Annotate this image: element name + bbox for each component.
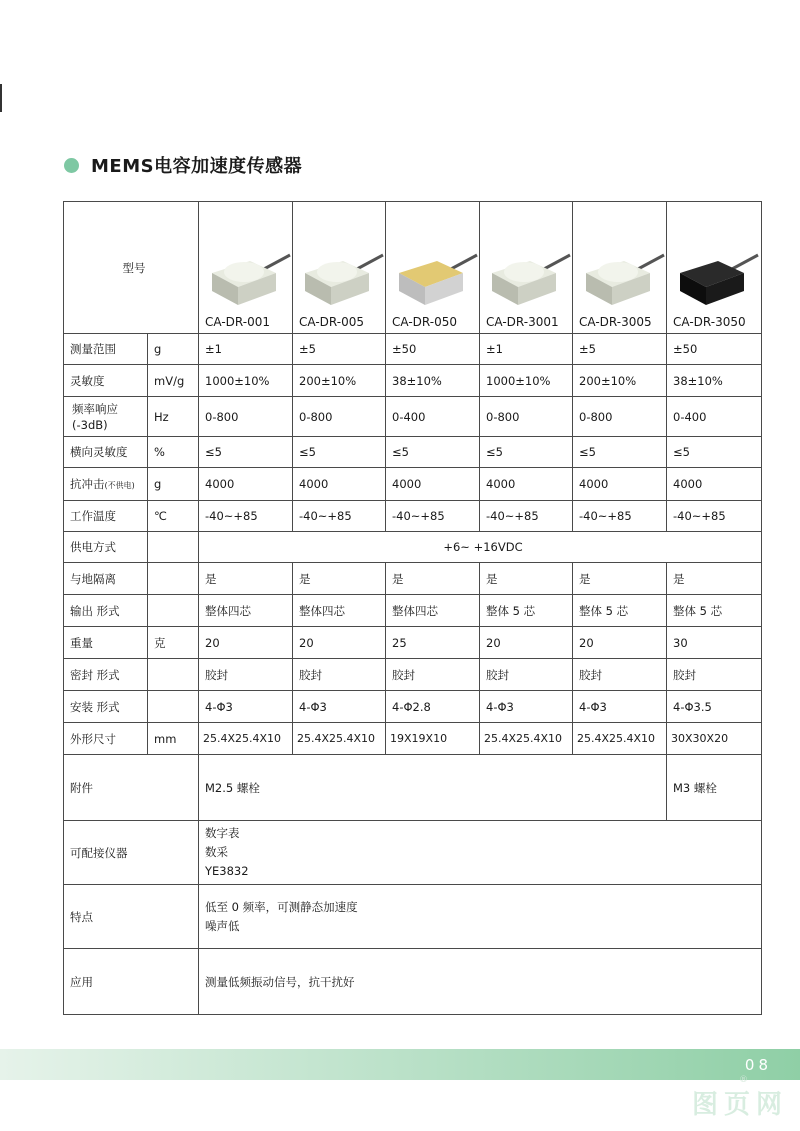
row-label-cell xyxy=(64,437,148,468)
spec-value: 20 xyxy=(205,635,220,650)
product-cell xyxy=(480,202,573,334)
sensor-photo-icon xyxy=(486,247,572,309)
spec-value: 整体 5 芯 xyxy=(486,603,536,618)
spec-value: -40~+85 xyxy=(486,509,539,523)
spec-value-cell xyxy=(480,437,573,468)
spec-row-instruments xyxy=(64,821,762,885)
spec-value-cell xyxy=(667,627,762,659)
spec-value-cell xyxy=(480,595,573,627)
spec-value: 25.4X25.4X10 xyxy=(484,732,563,745)
spec-value: 20 xyxy=(579,635,594,650)
header-label: 型号 xyxy=(122,260,146,275)
spec-value-cell xyxy=(667,437,762,468)
spec-value: 是 xyxy=(205,571,217,586)
spec-value-cell xyxy=(573,397,667,437)
spec-value-cell xyxy=(199,397,293,437)
spec-value-cell xyxy=(480,365,573,397)
spec-row-temp xyxy=(64,501,762,532)
spec-value-cell xyxy=(480,691,573,723)
row-label: 特点 xyxy=(70,909,93,924)
watermark: 图页网 xyxy=(691,1090,788,1120)
spec-value-cell xyxy=(573,627,667,659)
spec-value: ±5 xyxy=(299,342,316,356)
row-label: 频率响应 xyxy=(72,401,118,416)
spec-value-cell xyxy=(386,691,480,723)
row-label: 与地隔离 xyxy=(70,571,116,586)
row-unit-cell xyxy=(148,691,199,723)
row-label-cell xyxy=(64,627,148,659)
row-unit-cell xyxy=(148,468,199,501)
spec-value: 整体四芯 xyxy=(205,603,251,618)
spec-value-cell xyxy=(573,691,667,723)
row-unit: g xyxy=(154,342,162,356)
spec-row-features xyxy=(64,885,762,949)
row-label-cell xyxy=(64,885,199,949)
spec-value: 20 xyxy=(299,635,314,650)
spec-row-transverse xyxy=(64,437,762,468)
spec-value: 是 xyxy=(673,571,685,586)
header-row xyxy=(64,202,762,334)
product-cell xyxy=(199,202,293,334)
row-label-cell xyxy=(64,595,148,627)
spec-value-cell xyxy=(386,334,480,365)
product-model: CA-DR-001 xyxy=(205,315,270,329)
spec-value-cell xyxy=(573,365,667,397)
spec-value-line: YE3832 xyxy=(205,864,249,878)
row-label: 测量范围 xyxy=(70,342,116,356)
sensor-photo-icon xyxy=(393,247,479,309)
row-label: 外形尺寸 xyxy=(70,731,116,746)
spec-value-cell xyxy=(293,365,386,397)
product-model: CA-DR-005 xyxy=(299,315,364,329)
row-label: 抗冲击 xyxy=(70,477,105,491)
spec-value: 整体四芯 xyxy=(392,603,438,618)
spec-value: 4-Φ2.8 xyxy=(392,699,431,714)
spec-value-cell xyxy=(386,723,480,755)
spec-row-freq xyxy=(64,397,762,437)
spec-value: 4000 xyxy=(673,477,703,491)
spec-value-cell xyxy=(293,563,386,595)
row-unit-cell xyxy=(148,659,199,691)
spec-value-cell xyxy=(480,334,573,365)
spec-value: 4-Φ3.5 xyxy=(673,699,712,714)
spec-row-shock xyxy=(64,468,762,501)
row-label: 密封 形式 xyxy=(70,667,120,682)
product-cell xyxy=(293,202,386,334)
spec-value: 整体四芯 xyxy=(299,603,345,618)
spec-value: 整体 5 芯 xyxy=(579,603,629,618)
spec-value-line: 低至 0 频率，可测静态加速度 xyxy=(205,899,358,914)
spec-value-cell xyxy=(573,723,667,755)
spec-value: -40~+85 xyxy=(392,509,445,523)
header-label-cell xyxy=(64,202,199,334)
row-unit-cell xyxy=(148,532,199,563)
spec-value-cell xyxy=(667,397,762,437)
spec-value: 4000 xyxy=(486,477,516,491)
spec-row-weight xyxy=(64,627,762,659)
spec-value-cell xyxy=(293,659,386,691)
row-unit-cell xyxy=(148,365,199,397)
row-label-cell xyxy=(64,334,148,365)
spec-value: 200±10% xyxy=(299,373,357,388)
spec-value-cell xyxy=(480,627,573,659)
spec-value: M3 螺栓 xyxy=(673,780,717,795)
row-label-cell xyxy=(64,691,148,723)
spec-value: 0-400 xyxy=(673,409,707,424)
section-title-text: MEMS电容加速度传感器 xyxy=(91,156,303,177)
spec-value-cell xyxy=(386,659,480,691)
spec-row-output xyxy=(64,595,762,627)
spec-row-seal xyxy=(64,659,762,691)
spec-value-cell xyxy=(199,595,293,627)
product-model: CA-DR-050 xyxy=(392,315,457,329)
spec-row-size xyxy=(64,723,762,755)
spec-value-cell xyxy=(293,334,386,365)
sensor-photo-icon xyxy=(299,247,385,309)
row-label-cell xyxy=(64,755,199,821)
spec-value-cell xyxy=(293,723,386,755)
spec-value: 30 xyxy=(673,635,688,650)
spec-value-cell xyxy=(667,691,762,723)
row-label-sub: (-3dB) xyxy=(72,417,108,432)
spec-value-cell xyxy=(293,691,386,723)
spec-value: 4-Φ3 xyxy=(486,699,514,714)
row-label: 工作温度 xyxy=(70,509,116,523)
spec-value-cell xyxy=(480,501,573,532)
spec-value: 是 xyxy=(392,571,404,586)
spec-value-cell xyxy=(386,627,480,659)
spec-row-application xyxy=(64,949,762,1015)
spec-value-cell xyxy=(573,595,667,627)
spec-value-cell xyxy=(199,755,667,821)
row-label-cell xyxy=(64,821,199,885)
spec-value-cell xyxy=(573,334,667,365)
spec-value: 25.4X25.4X10 xyxy=(577,732,656,745)
spec-value-cell xyxy=(199,365,293,397)
row-label-cell xyxy=(64,501,148,532)
product-model: CA-DR-3001 xyxy=(486,315,559,329)
spec-value: 4-Φ3 xyxy=(299,699,327,714)
spec-value: ≤5 xyxy=(205,445,222,459)
row-unit: % xyxy=(154,445,165,459)
spec-value-cell xyxy=(667,501,762,532)
spec-value-cell xyxy=(386,563,480,595)
spec-value-cell xyxy=(667,563,762,595)
spec-value-cell xyxy=(667,755,762,821)
spec-value: 测量低频振动信号，抗干扰好 xyxy=(205,974,355,989)
row-unit-cell xyxy=(148,563,199,595)
row-unit-cell xyxy=(148,437,199,468)
spec-value: 是 xyxy=(299,571,311,586)
row-label-cell xyxy=(64,949,199,1015)
spec-value: 4-Φ3 xyxy=(205,699,233,714)
row-label-cell xyxy=(64,563,148,595)
spec-value: ≤5 xyxy=(486,445,503,459)
spec-value: ±1 xyxy=(205,342,222,356)
row-label-cell xyxy=(64,532,148,563)
spec-value: 4000 xyxy=(579,477,609,491)
spec-value: 胶封 xyxy=(205,667,228,682)
spec-value: ≤5 xyxy=(673,445,690,459)
spec-value: 胶封 xyxy=(299,667,322,682)
row-unit-cell xyxy=(148,627,199,659)
spec-value-cell xyxy=(293,397,386,437)
row-unit: 克 xyxy=(154,635,166,650)
spec-value: 是 xyxy=(486,571,498,586)
row-label-cell xyxy=(64,365,148,397)
spec-value: 胶封 xyxy=(673,667,696,682)
spec-value-cell xyxy=(573,468,667,501)
spec-value-cell xyxy=(199,437,293,468)
spec-value-cell xyxy=(199,468,293,501)
spec-value-cell xyxy=(573,501,667,532)
spec-value: ±50 xyxy=(673,342,698,356)
spec-value-line: 噪声低 xyxy=(205,918,240,933)
spec-value: -40~+85 xyxy=(205,509,258,523)
spec-value: -40~+85 xyxy=(673,509,726,523)
spec-value: 25.4X25.4X10 xyxy=(203,732,282,745)
spec-value-cell xyxy=(667,723,762,755)
spec-value: ±1 xyxy=(486,342,503,356)
spec-value: 是 xyxy=(579,571,591,586)
spec-value-cell xyxy=(199,532,762,563)
row-label: 附件 xyxy=(70,780,93,795)
spec-value-cell xyxy=(480,397,573,437)
spec-row-mount xyxy=(64,691,762,723)
product-model: CA-DR-3050 xyxy=(673,315,746,329)
row-label-note: (不供电) xyxy=(104,481,135,490)
spec-value-cell xyxy=(199,501,293,532)
page-edge-mark xyxy=(0,84,2,112)
row-label-cell xyxy=(64,397,148,437)
sensor-photo-icon xyxy=(206,247,292,309)
product-cell xyxy=(667,202,762,334)
spec-value: 胶封 xyxy=(392,667,415,682)
spec-value-cell xyxy=(667,659,762,691)
spec-value: 30X30X20 xyxy=(671,732,729,745)
spec-value: 4000 xyxy=(205,477,235,491)
registered-mark: ® xyxy=(739,1075,748,1085)
spec-value-cell xyxy=(480,659,573,691)
row-unit: ℃ xyxy=(154,509,167,523)
page-number: 08 xyxy=(744,1056,772,1074)
spec-value: 200±10% xyxy=(579,373,637,388)
spec-value: ≤5 xyxy=(579,445,596,459)
spec-value-cell xyxy=(386,501,480,532)
spec-value-cell xyxy=(386,468,480,501)
spec-value: ±50 xyxy=(392,342,417,356)
spec-value-cell xyxy=(293,437,386,468)
row-label: 重量 xyxy=(70,635,93,650)
row-label: 安装 形式 xyxy=(70,699,120,714)
spec-value: 20 xyxy=(486,635,501,650)
sensor-photo-icon xyxy=(580,247,666,309)
spec-value-cell xyxy=(293,595,386,627)
spec-value: 胶封 xyxy=(579,667,602,682)
spec-value-cell xyxy=(386,595,480,627)
row-unit-cell xyxy=(148,723,199,755)
spec-value: 4-Φ3 xyxy=(579,699,607,714)
spec-value-cell xyxy=(480,563,573,595)
spec-value: 19X19X10 xyxy=(390,732,448,745)
product-cell xyxy=(573,202,667,334)
spec-value-cell xyxy=(573,563,667,595)
spec-value: ≤5 xyxy=(299,445,316,459)
spec-value: -40~+85 xyxy=(299,509,352,523)
spec-value: 胶封 xyxy=(486,667,509,682)
spec-value: 38±10% xyxy=(392,373,442,388)
spec-value: -40~+85 xyxy=(579,509,632,523)
row-label: 可配接仪器 xyxy=(70,845,128,860)
row-unit: Hz xyxy=(154,409,169,424)
spec-value: 0-800 xyxy=(579,409,613,424)
spec-value-cell xyxy=(480,723,573,755)
spec-value: 0-800 xyxy=(299,409,333,424)
spec-value-cell xyxy=(199,627,293,659)
spec-row-power xyxy=(64,532,762,563)
spec-value-cell xyxy=(386,437,480,468)
spec-value: 38±10% xyxy=(673,373,723,388)
spec-value-cell xyxy=(199,885,762,949)
spec-value: 1000±10% xyxy=(205,373,270,388)
spec-value-cell xyxy=(386,397,480,437)
footer-band xyxy=(0,1049,800,1080)
row-label: 横向灵敏度 xyxy=(70,445,128,459)
spec-table xyxy=(63,201,762,1015)
spec-value: 4000 xyxy=(299,477,329,491)
row-unit: mV/g xyxy=(154,373,185,388)
product-cell xyxy=(386,202,480,334)
spec-value: ≤5 xyxy=(392,445,409,459)
spec-value: M2.5 螺栓 xyxy=(205,780,260,795)
spec-value-cell xyxy=(293,627,386,659)
spec-value-cell xyxy=(199,949,762,1015)
row-label: 灵敏度 xyxy=(70,373,105,388)
spec-value: 1000±10% xyxy=(486,373,551,388)
section-title xyxy=(64,152,302,178)
spec-value-cell xyxy=(573,659,667,691)
spec-value: ±5 xyxy=(579,342,596,356)
spec-value-cell xyxy=(386,365,480,397)
row-label-cell xyxy=(64,723,148,755)
spec-row-sensitivity xyxy=(64,365,762,397)
spec-value-cell xyxy=(573,437,667,468)
row-label: 输出 形式 xyxy=(70,603,120,618)
spec-value: 0-400 xyxy=(392,409,426,424)
spec-value-cell xyxy=(667,595,762,627)
spec-value: 整体 5 芯 xyxy=(673,603,723,618)
row-unit: mm xyxy=(154,731,177,746)
spec-value-line: 数字表 xyxy=(205,826,240,840)
row-label-cell xyxy=(64,659,148,691)
row-label: 供电方式 xyxy=(70,540,116,554)
spec-value: +6~ +16VDC xyxy=(443,540,523,554)
spec-value: 4000 xyxy=(392,477,422,491)
row-unit-cell xyxy=(148,397,199,437)
row-unit: g xyxy=(154,477,162,491)
sensor-photo-icon xyxy=(674,247,760,309)
section-bullet-icon xyxy=(64,158,79,173)
spec-value-cell xyxy=(667,334,762,365)
row-unit-cell xyxy=(148,501,199,532)
spec-row-range xyxy=(64,334,762,365)
row-unit-cell xyxy=(148,334,199,365)
spec-value: 25 xyxy=(392,635,407,650)
spec-value-cell xyxy=(667,468,762,501)
row-unit-cell xyxy=(148,595,199,627)
spec-value-cell xyxy=(199,821,762,885)
spec-value-cell xyxy=(293,468,386,501)
spec-value: 0-800 xyxy=(486,409,520,424)
spec-value-cell xyxy=(199,334,293,365)
spec-row-isolation xyxy=(64,563,762,595)
spec-value-cell xyxy=(199,659,293,691)
product-model: CA-DR-3005 xyxy=(579,315,652,329)
spec-value-cell xyxy=(199,691,293,723)
spec-row-accessory xyxy=(64,755,762,821)
spec-value: 25.4X25.4X10 xyxy=(297,732,376,745)
spec-value-cell xyxy=(199,563,293,595)
row-label: 应用 xyxy=(70,974,93,989)
spec-value-cell xyxy=(199,723,293,755)
spec-value-line: 数采 xyxy=(205,845,228,859)
row-label-cell xyxy=(64,468,148,501)
spec-value-cell xyxy=(667,365,762,397)
spec-value-cell xyxy=(293,501,386,532)
spec-value: 0-800 xyxy=(205,409,239,424)
spec-value-cell xyxy=(480,468,573,501)
